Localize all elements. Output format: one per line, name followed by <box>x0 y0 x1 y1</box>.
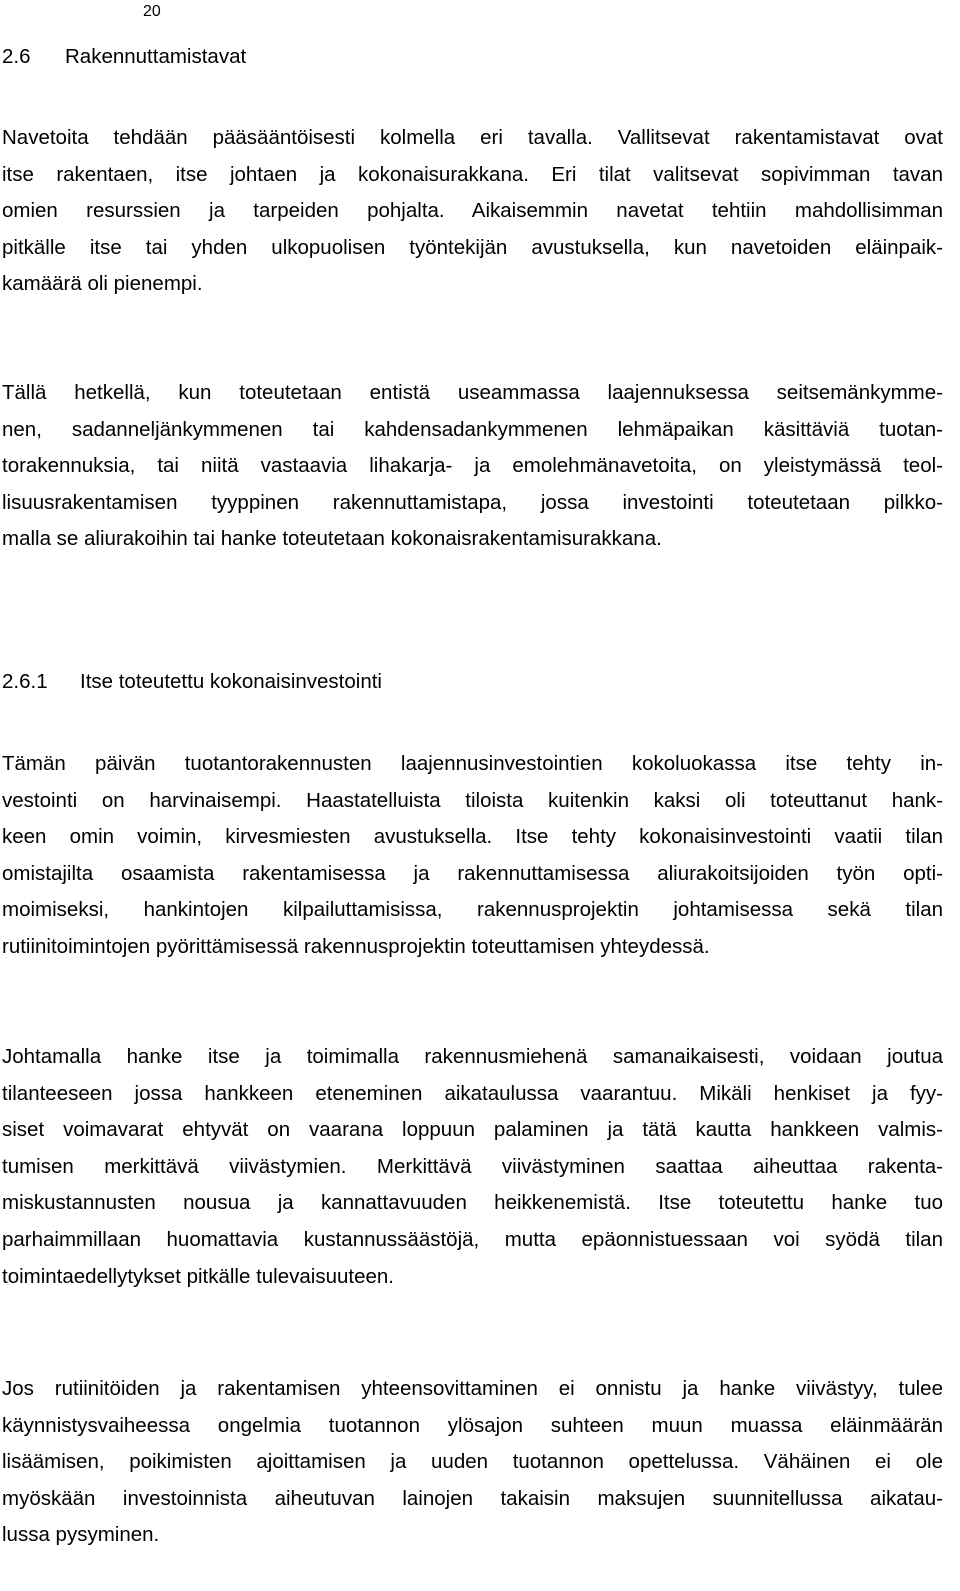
paragraph-line: omistajilta osaamista rakentamisessa ja rakennuttamisessa aliurakoitsijoiden työn opti- <box>2 861 943 885</box>
paragraph-5 <box>2 1371 943 1554</box>
section-title: Rakennuttamistavat <box>65 45 247 68</box>
paragraph-line: pitkälle itse tai yhden ulkopuolisen työntekijän avustuksella, kun navetoiden eläinpaik- <box>2 235 943 259</box>
paragraph-3 <box>2 746 943 966</box>
paragraph-line: myöskään investoinnista aiheutuvan lainojen takaisin maksujen suunnitellussa aikatau- <box>2 1486 943 1510</box>
section-number: 2.6 <box>2 45 31 68</box>
paragraph-line: tumisen merkittävä viivästymien. Merkittävä viivästyminen saattaa aiheuttaa rakenta- <box>2 1154 943 1178</box>
section-heading <box>2 45 246 69</box>
paragraph-line: Jos rutiinitöiden ja rakentamisen yhteensovittaminen ei onnistu ja hanke viivästyy, tulee <box>2 1377 943 1400</box>
paragraph-line: miskustannusten nousua ja kannattavuuden heikkenemistä. Itse toteutettu hanke tuo <box>2 1191 943 1215</box>
paragraph-line: lisuusrakentamisen tyyppinen rakennuttamistapa, jossa investointi toteutetaan pilkko- <box>2 490 943 514</box>
paragraph-line: käynnistysvaiheessa ongelmia tuotannon ylösajon suhteen muun muassa eläinmäärän <box>2 1413 943 1437</box>
paragraph-line: Navetoita tehdään pääsääntöisesti kolmella eri tavalla. Vallitsevat rakentamistavat ovat <box>2 126 943 149</box>
page-number: 20 <box>143 3 161 20</box>
paragraph-1 <box>2 120 943 303</box>
paragraph-line: vestointi on harvinaisempi. Haastatelluista tiloista kuitenkin kaksi oli toteuttanut hank- <box>2 788 943 812</box>
paragraph-2 <box>2 375 943 558</box>
paragraph-line: Johtamalla hanke itse ja toimimalla rakennusmiehenä samanaikaisesti, voidaan joutua <box>2 1045 943 1068</box>
paragraph-line: kamäärä oli pienempi. <box>2 272 203 296</box>
paragraph-line: Tämän päivän tuotantorakennusten laajennusinvestointien kokoluokassa itse tehty in- <box>2 752 943 775</box>
paragraph-line: siset voimavarat ehtyvät on vaarana loppuun palaminen ja tätä kautta hankkeen valmis- <box>2 1118 943 1142</box>
subsection-heading <box>2 670 382 694</box>
paragraph-line: omien resurssien ja tarpeiden pohjalta. Aikaisemmin navetat tehtiin mahdollisimman <box>2 199 943 223</box>
paragraph-line: rutiinitoimintojen pyörittämisessä rakennusprojektin toteuttamisen yhteydessä. <box>2 934 710 958</box>
paragraph-line: lussa pysyminen. <box>2 1523 160 1547</box>
paragraph-line: tilanteeseen jossa hankkeen eteneminen aikataulussa vaarantuu. Mikäli henkiset ja fyy- <box>2 1081 943 1105</box>
subsection-number: 2.6.1 <box>2 670 48 693</box>
paragraph-line: parhaimmillaan huomattavia kustannussäästöjä, mutta epäonnistuessaan voi syödä tilan <box>2 1227 943 1251</box>
paragraph-line: itse rakentaen, itse johtaen ja kokonaisurakkana. Eri tilat valitsevat sopivimman tavan <box>2 162 943 186</box>
paragraph-line: toimintaedellytykset pitkälle tulevaisuuteen. <box>2 1264 394 1288</box>
paragraph-4 <box>2 1039 943 1295</box>
paragraph-line: lisäämisen, poikimisten ajoittamisen ja uuden tuotannon opettelussa. Vähäinen ei ole <box>2 1450 943 1474</box>
paragraph-line: Tällä hetkellä, kun toteutetaan entistä useammassa laajennuksessa seitsemänkymme- <box>2 381 943 404</box>
paragraph-line: malla se aliurakoihin tai hanke toteutetaan kokonaisrakentamisurakkana. <box>2 527 662 551</box>
paragraph-line: moimiseksi, hankintojen kilpailuttamisissa, rakennusprojektin johtamisessa sekä tilan <box>2 898 943 922</box>
paragraph-line: torakennuksia, tai niitä vastaavia lihakarja- ja emolehmänavetoita, on yleistymässä teol- <box>2 454 943 478</box>
paragraph-line: nen, sadanneljänkymmenen tai kahdensadankymmenen lehmäpaikan käsittäviä tuotan- <box>2 417 943 441</box>
subsection-title: Itse toteutettu kokonaisinvestointi <box>80 670 382 693</box>
paragraph-line: keen omin voimin, kirvesmiesten avustuksella. Itse tehty kokonaisinvestointi vaatii tilan <box>2 825 943 849</box>
